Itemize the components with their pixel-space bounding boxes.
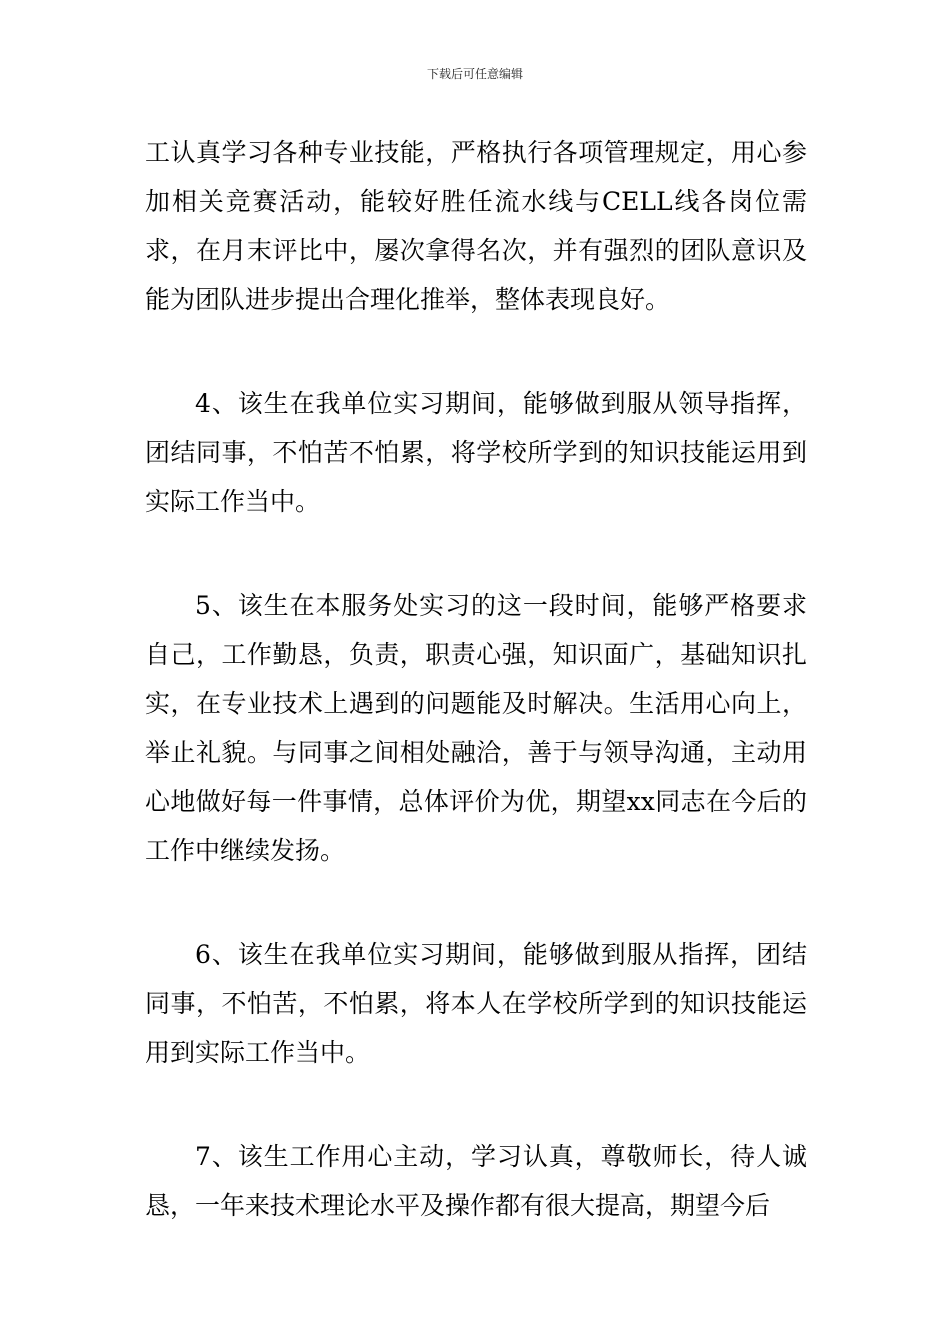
paragraph-item-7: 7、该生工作用心主动，学习认真，尊敬师长，待人诚恳，一年来技术理论水平及操作都有很大提高，期望今后 xyxy=(145,1142,807,1220)
paragraph-item-5: 5、该生在本服务处实习的这一段时间，能够严格要求自己，工作勤恳，负责，职责心强，知识面广，基础知识扎实，在专业技术上遇到的问题能及时解决。生活用心向上，举止礼貌。与同事之间相处融洽，善于与领导沟通，主动用心地做好每一件事情，总体评价为优，期望xx同志在今后的工作中继续发扬。 xyxy=(145,591,807,865)
paragraph-spacer xyxy=(145,526,807,581)
paragraph-spacer xyxy=(145,324,807,379)
paragraph-spacer xyxy=(145,875,807,930)
page-header: 下载后可任意编辑 xyxy=(426,67,523,81)
document-body xyxy=(145,128,807,1230)
paragraph-spacer xyxy=(145,1077,807,1132)
paragraph-item-4: 4、该生在我单位实习期间，能够做到服从领导指挥，团结同事，不怕苦不怕累，将学校所学到的知识技能运用到实际工作当中。 xyxy=(145,389,807,516)
paragraph-continuation: 工认真学习各种专业技能，严格执行各项管理规定，用心参加相关竞赛活动，能较好胜任流水线与CELL线各岗位需求，在月末评比中，屡次拿得名次，并有强烈的团队意识及能为团队进步提出合理化推举，整体表现良好。 xyxy=(145,138,807,314)
paragraph-item-6: 6、该生在我单位实习期间，能够做到服从指挥，团结同事，不怕苦，不怕累，将本人在学校所学到的知识技能运用到实际工作当中。 xyxy=(145,940,807,1067)
